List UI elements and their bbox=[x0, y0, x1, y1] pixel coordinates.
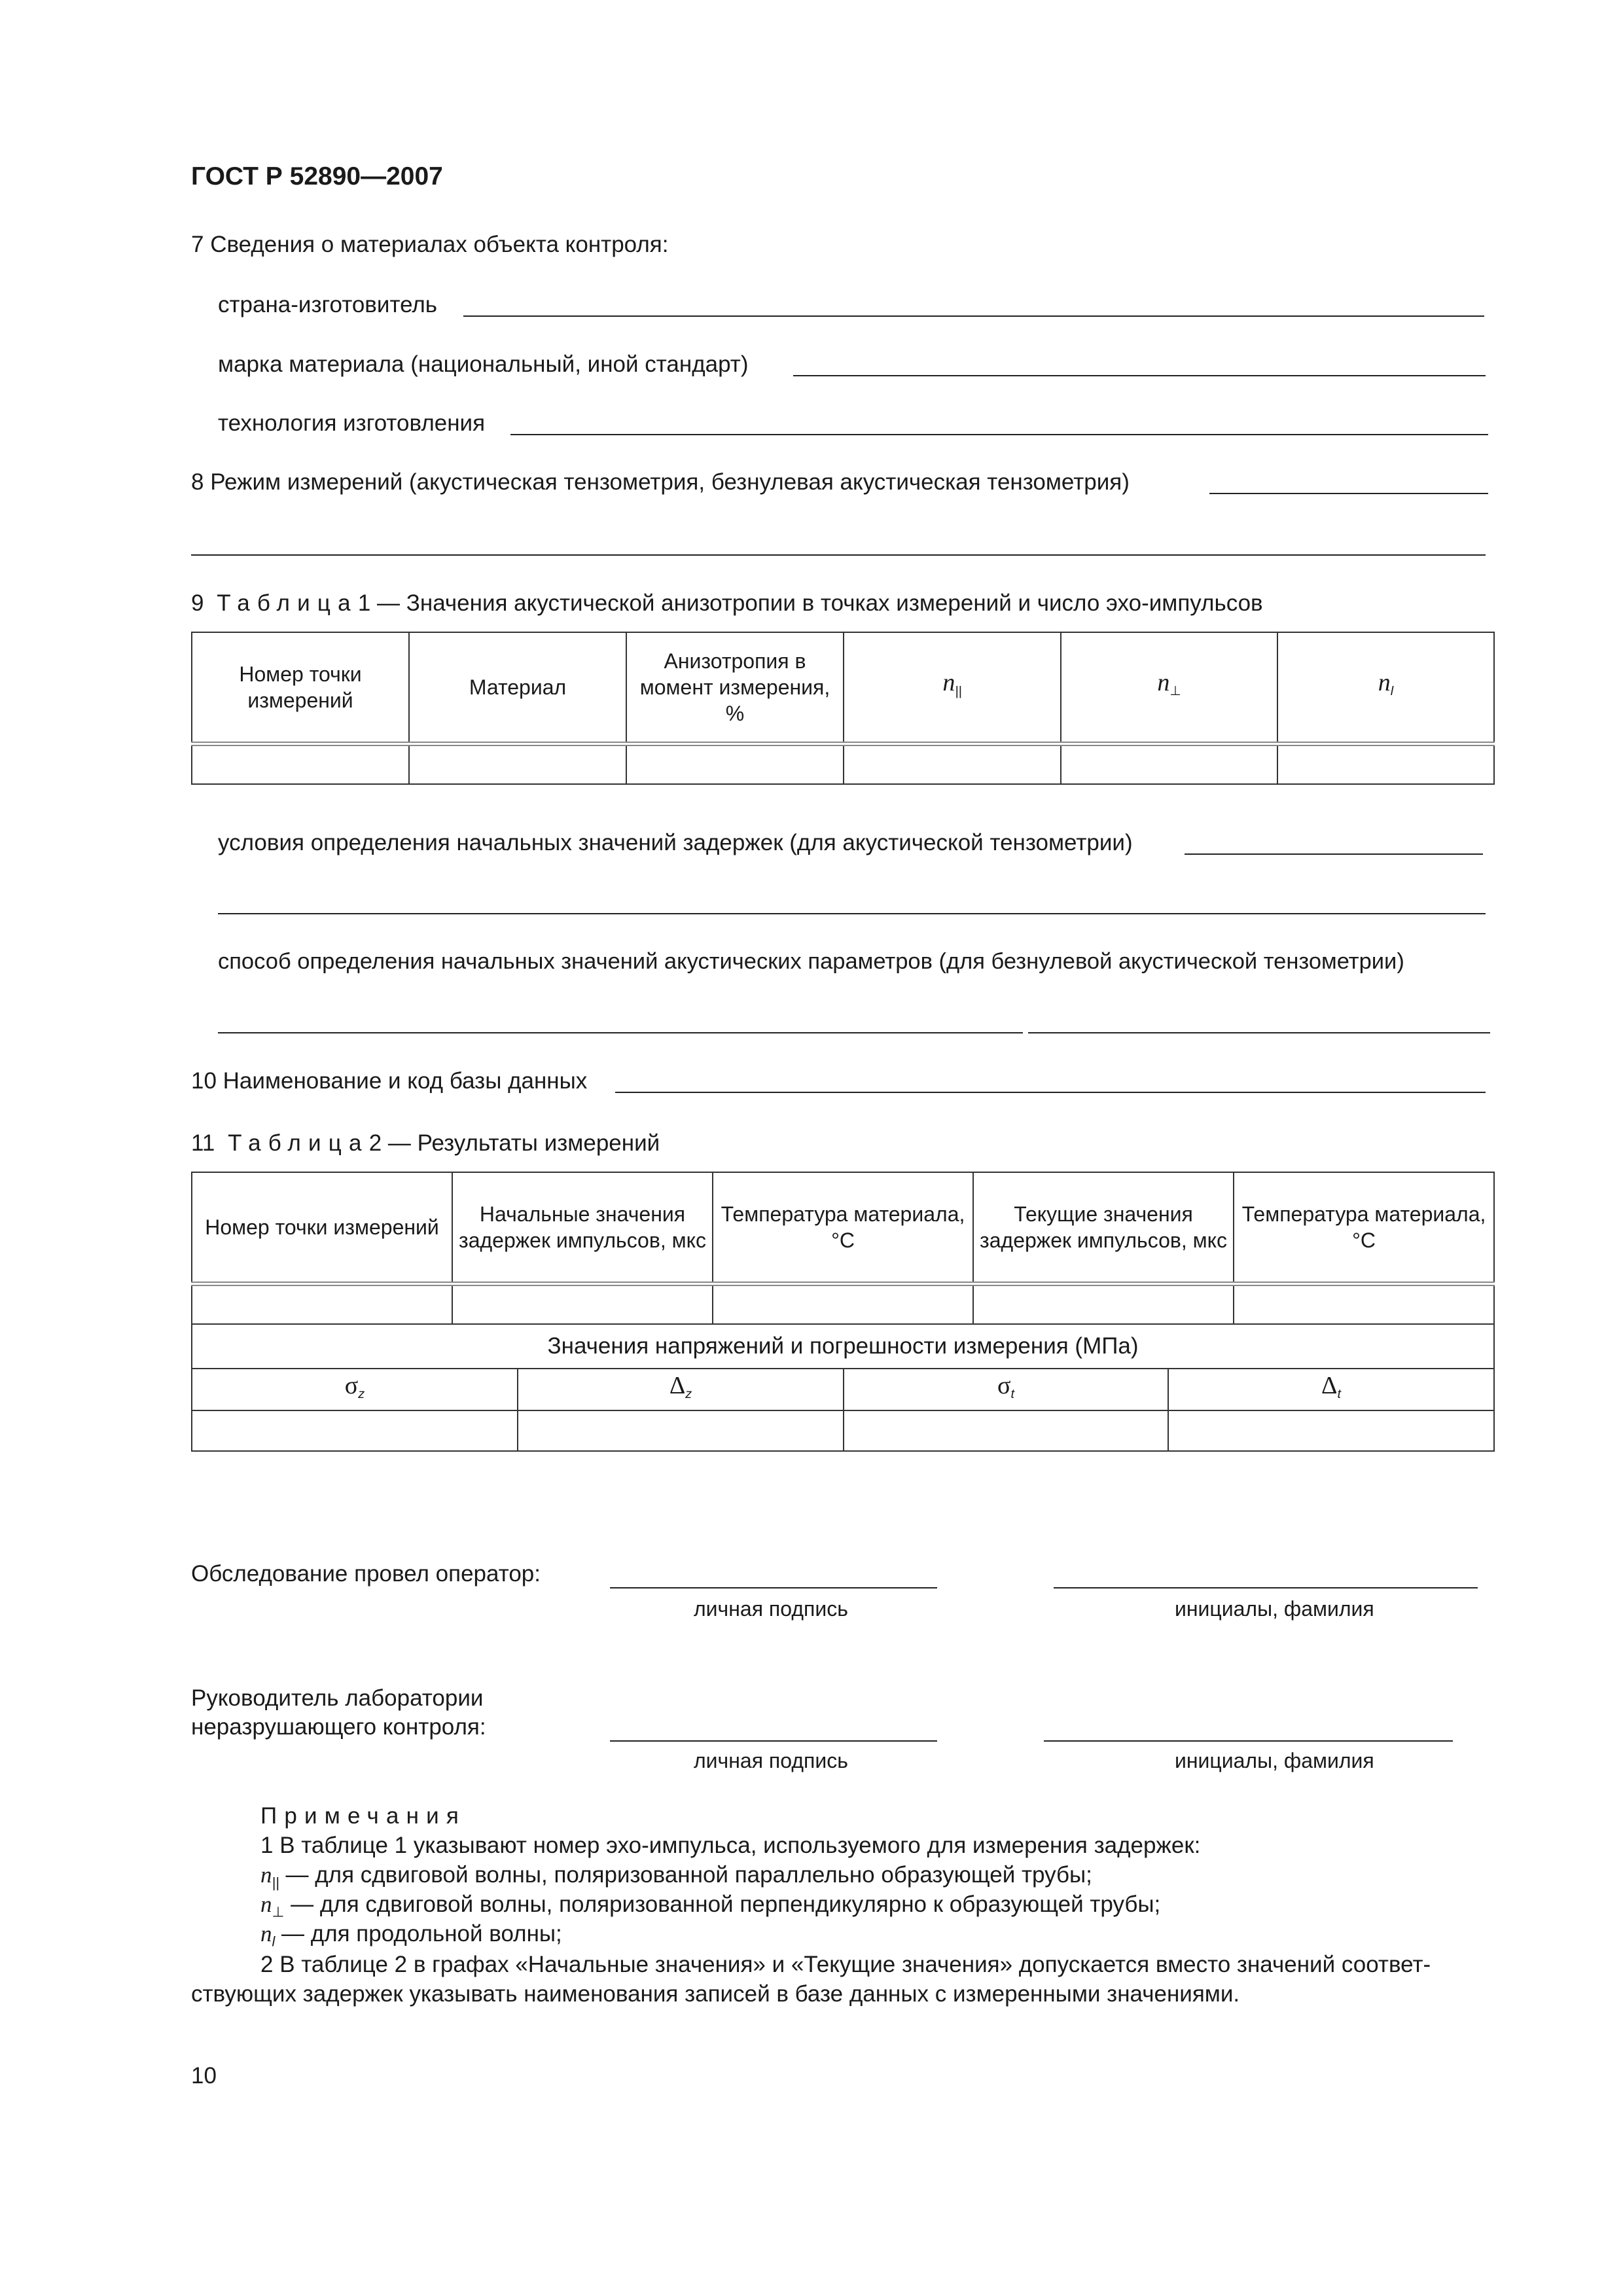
table-1-cell[interactable] bbox=[1277, 744, 1494, 784]
table-1-cell[interactable] bbox=[1061, 744, 1277, 784]
table-2-caption-text: 2 — Результаты измерений bbox=[368, 1130, 660, 1156]
mode-field-line[interactable] bbox=[1209, 493, 1488, 494]
sigma-t-sub: t bbox=[1010, 1386, 1015, 1401]
table-2-cell[interactable] bbox=[452, 1283, 713, 1324]
n-parallel-sub: || bbox=[955, 684, 962, 699]
long-sub: l bbox=[272, 1933, 276, 1950]
table-1-caption bbox=[191, 589, 1263, 618]
operator-name-caption: инициалы, фамилия bbox=[1175, 1597, 1374, 1621]
sigma-symbol: σ bbox=[997, 1371, 1011, 1399]
table-2-header-temperature-1: Температура материала, °С bbox=[713, 1172, 973, 1283]
n-symbol: n bbox=[260, 1862, 272, 1888]
note-2-line-1: 2 В таблице 2 в графах «Начальные значения» и «Текущие значения» допускается вместо значений соответ- bbox=[260, 1952, 1431, 1977]
grade-label: марка материала (национальный, иной стандарт) bbox=[218, 351, 749, 377]
table-1 bbox=[191, 632, 1495, 785]
operator-signature-line[interactable] bbox=[610, 1587, 937, 1588]
delays-conditions-label: условия определения начальных значений задержек (для акустической тензометрии) bbox=[218, 830, 1133, 855]
n-symbol: n bbox=[260, 1921, 272, 1946]
document-header: ГОСТ Р 52890—2007 bbox=[191, 162, 443, 190]
n-symbol: n bbox=[942, 669, 955, 697]
table-2-cell[interactable] bbox=[713, 1283, 973, 1324]
table-1-header-n-long bbox=[1277, 632, 1494, 744]
table-2-stress-cell[interactable] bbox=[844, 1410, 1168, 1451]
note-1-parallel-text: — для сдвиговой волны, поляризованной параллельно образующей трубы; bbox=[279, 1862, 1092, 1888]
tech-field-line[interactable] bbox=[510, 434, 1488, 435]
table-2-delta-t bbox=[1168, 1369, 1494, 1410]
table-2-sigma-t bbox=[844, 1369, 1168, 1410]
table-1-number: 9 bbox=[191, 590, 204, 616]
head-label-line-2: неразрушающего контроля: bbox=[191, 1714, 486, 1740]
operator-name-line[interactable] bbox=[1054, 1587, 1478, 1588]
table-1-header-n-parallel bbox=[844, 632, 1061, 744]
delta-symbol: Δ bbox=[669, 1371, 686, 1399]
n-symbol: n bbox=[260, 1892, 272, 1917]
n-symbol: n bbox=[1378, 669, 1391, 697]
table-2-header-current-delays: Текущие значения задержек импульсов, мкс bbox=[973, 1172, 1234, 1283]
delays-field-line-2[interactable] bbox=[218, 913, 1486, 914]
table-1-cell[interactable] bbox=[192, 744, 409, 784]
database-field-line[interactable] bbox=[615, 1092, 1486, 1093]
method-field-line-a[interactable] bbox=[218, 1032, 1023, 1033]
operator-signature-caption: личная подпись bbox=[694, 1597, 848, 1621]
method-field-line-b[interactable] bbox=[1028, 1032, 1490, 1033]
head-name-caption: инициалы, фамилия bbox=[1175, 1749, 1374, 1772]
n-long-sub: l bbox=[1390, 684, 1394, 699]
table-1-word: Таблица bbox=[217, 590, 358, 616]
note-1-intro: 1 В таблице 1 указывают номер эхо-импульса, используемого для измерения задержек: bbox=[260, 1833, 1201, 1858]
table-2-cell[interactable] bbox=[973, 1283, 1234, 1324]
country-field-line[interactable] bbox=[463, 315, 1484, 317]
table-1-header-point: Номер точки измерений bbox=[192, 632, 409, 744]
table-1-cell[interactable] bbox=[626, 744, 844, 784]
delta-symbol: Δ bbox=[1321, 1371, 1338, 1399]
table-2-stress-cell[interactable] bbox=[1168, 1410, 1494, 1451]
section-8-label: 8 Режим измерений (акустическая тензометрия, безнулевая акустическая тензометрия) bbox=[191, 469, 1130, 495]
table-1-header-material: Материал bbox=[409, 632, 626, 744]
table-2-stress-cell[interactable] bbox=[192, 1410, 518, 1451]
table-2-number: 11 bbox=[191, 1130, 215, 1156]
section-7-heading: 7 Сведения о материалах объекта контроля: bbox=[191, 232, 669, 257]
note-1-perp-text: — для сдвиговой волны, поляризованной перпендикулярно к образующей трубы; bbox=[284, 1892, 1161, 1917]
mode-field-line-2[interactable] bbox=[191, 554, 1486, 556]
table-2-stress-header: Значения напряжений и погрешности измерения (МПа) bbox=[192, 1324, 1494, 1369]
parallel-sub: || bbox=[272, 1874, 279, 1891]
perp-sub: ⊥ bbox=[272, 1903, 285, 1920]
table-1-header-anisotropy: Анизотропия в момент измерения, % bbox=[626, 632, 844, 744]
head-name-line[interactable] bbox=[1044, 1740, 1453, 1742]
table-2-header-initial-delays: Начальные значения задержек импульсов, мкс bbox=[452, 1172, 713, 1283]
table-2-caption bbox=[191, 1129, 660, 1158]
sigma-z-sub: z bbox=[358, 1386, 365, 1401]
head-signature-line[interactable] bbox=[610, 1740, 937, 1742]
operator-label: Обследование провел оператор: bbox=[191, 1561, 541, 1587]
table-2-cell[interactable] bbox=[192, 1283, 452, 1324]
table-2-delta-z bbox=[518, 1369, 844, 1410]
n-symbol: n bbox=[1157, 669, 1170, 697]
table-1-cell[interactable] bbox=[844, 744, 1061, 784]
method-label: способ определения начальных значений акустических параметров (для безнулевой акустической тензометрии) bbox=[218, 949, 1404, 974]
section-10-label: 10 Наименование и код базы данных bbox=[191, 1068, 588, 1094]
table-2-cell[interactable] bbox=[1234, 1283, 1494, 1324]
table-2-word: Таблица bbox=[228, 1130, 369, 1156]
head-label-line-1: Руководитель лаборатории bbox=[191, 1685, 484, 1711]
delta-z-sub: z bbox=[685, 1386, 692, 1401]
note-2-line-2: ствующих задержек указывать наименования записей в базе данных с измеренными значениями. bbox=[191, 1981, 1240, 2007]
tech-label: технология изготовления bbox=[218, 410, 486, 436]
country-label: страна-изготовитель bbox=[218, 292, 438, 317]
n-perp-sub: ⊥ bbox=[1169, 684, 1181, 699]
sigma-symbol: σ bbox=[344, 1371, 359, 1399]
table-1-caption-text: 1 — Значения акустической анизотропии в точках измерений и число эхо-импульсов bbox=[357, 590, 1263, 616]
delays-field-line[interactable] bbox=[1185, 853, 1483, 855]
table-2 bbox=[191, 1172, 1495, 1452]
head-signature-caption: личная подпись bbox=[694, 1749, 848, 1772]
note-1-long-text: — для продольной волны; bbox=[275, 1921, 562, 1946]
grade-field-line[interactable] bbox=[793, 375, 1486, 376]
table-2-header-temperature-2: Температура материала, °С bbox=[1234, 1172, 1494, 1283]
delta-t-sub: t bbox=[1337, 1386, 1341, 1401]
table-2-sigma-z bbox=[192, 1369, 518, 1410]
table-2-header-point: Номер точки измерений bbox=[192, 1172, 452, 1283]
table-1-header-n-perp bbox=[1061, 632, 1277, 744]
page-number: 10 bbox=[191, 2063, 217, 2089]
table-1-cell[interactable] bbox=[409, 744, 626, 784]
table-2-stress-cell[interactable] bbox=[518, 1410, 844, 1451]
notes-title: Примечания bbox=[260, 1803, 467, 1829]
